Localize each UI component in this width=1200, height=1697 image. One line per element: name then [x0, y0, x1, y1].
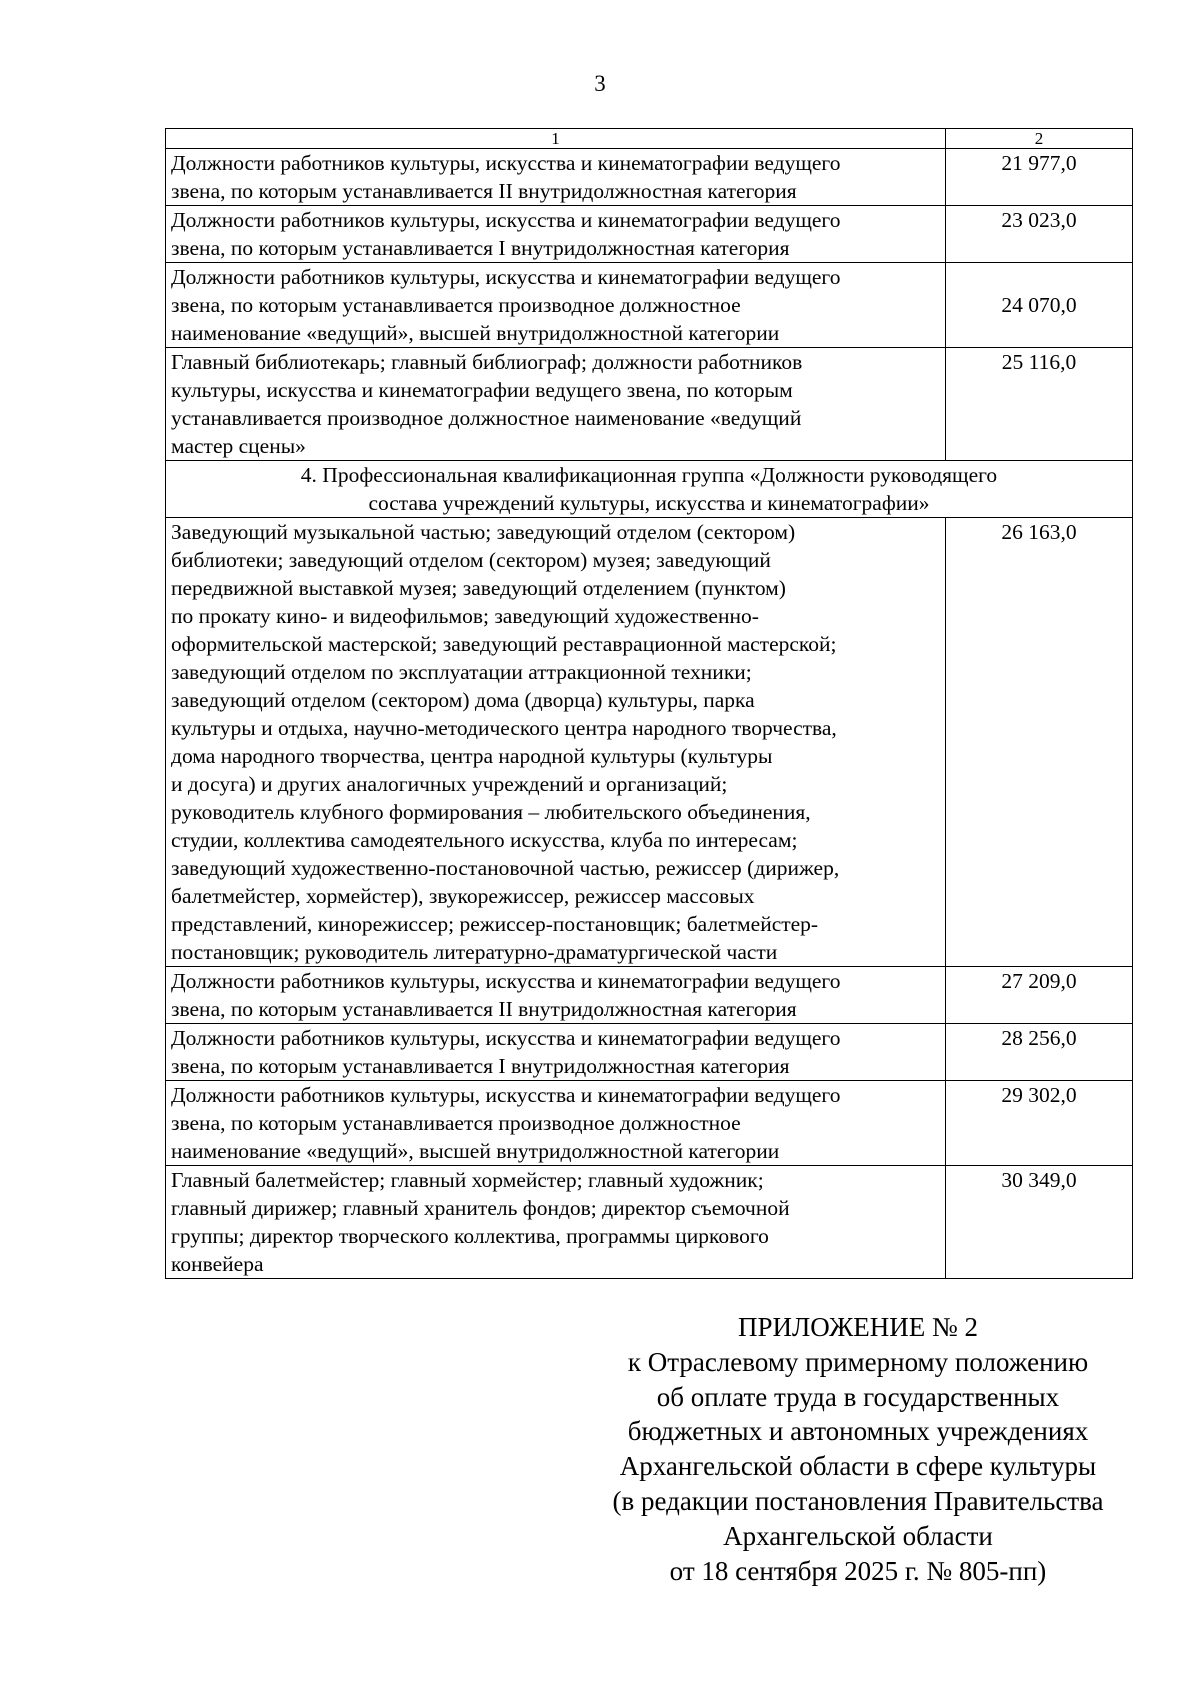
description-line: главный дирижер; главный хранитель фондов; директор съемочной — [171, 1196, 790, 1220]
heading-line: состава учреждений культуры, искусства и кинематографии» — [368, 491, 930, 515]
appendix-line: (в редакции постановления Правительства — [612, 1485, 1104, 1516]
description-line: оформительской мастерской; заведующий реставрационной мастерской; — [171, 632, 837, 656]
appendix-block — [578, 1310, 1138, 1588]
description-line: руководитель клубного формирования – любительского объединения, — [171, 800, 811, 824]
table-row — [166, 518, 1133, 967]
description-line: культуры, искусства и кинематографии ведущего звена, по которым — [171, 378, 793, 402]
description-line: заведующий художественно-постановочной частью, режиссер (дирижер, — [171, 856, 840, 880]
description-line: Главный библиотекарь; главный библиограф; должности работников — [171, 350, 803, 374]
salary-value: 21 977,0 — [946, 149, 1133, 206]
position-description — [166, 1024, 946, 1081]
description-line: студии, коллектива самодеятельного искусства, клуба по интересам; — [171, 828, 798, 852]
description-line: звена, по которым устанавливается производное должностное — [171, 293, 741, 317]
table-row — [166, 348, 1133, 461]
group-heading-row — [166, 461, 1133, 518]
position-description — [166, 263, 946, 348]
description-line: Должности работников культуры, искусства и кинематографии ведущего — [171, 151, 841, 175]
position-description — [166, 348, 946, 461]
qualification-group-heading — [166, 461, 1133, 518]
description-line: Должности работников культуры, искусства и кинематографии ведущего — [171, 1026, 841, 1050]
table-row — [166, 1081, 1133, 1166]
description-line: звена, по которым устанавливается производное должностное — [171, 1111, 741, 1135]
description-line: и досуга) и других аналогичных учреждений и организаций; — [171, 772, 728, 796]
salary-value: 25 116,0 — [946, 348, 1133, 461]
appendix-line: Архангельской области в сфере культуры — [619, 1451, 1097, 1482]
position-description — [166, 149, 946, 206]
description-line: звена, по которым устанавливается I внутридолжностная категория — [171, 1054, 790, 1078]
description-line: культуры и отдыха, научно-методического центра народного творчества, — [171, 716, 837, 740]
table-row — [166, 206, 1133, 263]
table-row — [166, 1166, 1133, 1279]
table-row — [166, 263, 1133, 348]
position-description — [166, 206, 946, 263]
appendix-title: ПРИЛОЖЕНИЕ № 2 — [737, 1312, 979, 1342]
description-line: наименование «ведущий», высшей внутридолжностной категории — [171, 1139, 780, 1163]
description-line: балетмейстер, хормейстер), звукорежиссер, режиссер массовых — [171, 884, 755, 908]
column-number-2: 2 — [946, 129, 1133, 149]
description-line: представлений, кинорежиссер; режиссер-постановщик; балетмейстер- — [171, 912, 819, 936]
appendix-line: от 18 сентября 2025 г. № 805-пп) — [669, 1555, 1047, 1586]
table-row — [166, 149, 1133, 206]
salary-value: 24 070,0 — [946, 263, 1133, 348]
position-description — [166, 518, 946, 967]
description-line: передвижной выставкой музея; заведующий отделением (пунктом) — [171, 576, 786, 600]
position-description — [166, 1166, 946, 1279]
description-line: Должности работников культуры, искусства и кинематографии ведущего — [171, 969, 841, 993]
description-line: звена, по которым устанавливается I внутридолжностная категория — [171, 236, 790, 260]
table-header-row — [166, 129, 1133, 149]
description-line: Заведующий музыкальной частью; заведующий отделом (сектором) — [171, 520, 796, 544]
column-number-1: 1 — [166, 129, 946, 149]
description-line: заведующий отделом (сектором) дома (дворца) культуры, парка — [171, 688, 755, 712]
description-line: группы; директор творческого коллектива, программы циркового — [171, 1224, 769, 1248]
position-description — [166, 1081, 946, 1166]
description-line: дома народного творчества, центра народной культуры (культуры — [171, 744, 773, 768]
description-line: постановщик; руководитель литературно-драматургической части — [171, 940, 778, 964]
description-line: Должности работников культуры, искусства и кинематографии ведущего — [171, 1083, 841, 1107]
salary-value: 26 163,0 — [946, 518, 1133, 967]
appendix-line: бюджетных и автономных учреждениях — [627, 1416, 1089, 1447]
description-line: по прокату кино- и видеофильмов; заведующий художественно- — [171, 604, 759, 628]
appendix-line: Архангельской области — [723, 1520, 993, 1551]
heading-line: 4. Профессиональная квалификационная группа «Должности руководящего — [300, 463, 998, 487]
description-line: мастер сцены» — [171, 434, 306, 458]
description-line: Главный балетмейстер; главный хормейстер; главный художник; — [171, 1168, 764, 1192]
description-line: звена, по которым устанавливается II внутридолжностная категория — [171, 179, 797, 203]
appendix-line: к Отраслевому примерному положению — [627, 1346, 1089, 1377]
description-line: устанавливается производное должностное наименование «ведущий — [171, 406, 802, 430]
position-description — [166, 967, 946, 1024]
description-line: библиотеки; заведующий отделом (сектором) музея; заведующий — [171, 548, 771, 572]
salary-value: 30 349,0 — [946, 1166, 1133, 1279]
description-line: наименование «ведущий», высшей внутридолжностной категории — [171, 321, 780, 345]
salary-value: 28 256,0 — [946, 1024, 1133, 1081]
salary-value: 29 302,0 — [946, 1081, 1133, 1166]
description-line: звена, по которым устанавливается II внутридолжностная категория — [171, 997, 797, 1021]
salary-value: 27 209,0 — [946, 967, 1133, 1024]
appendix-line: об оплате труда в государственных — [656, 1381, 1060, 1412]
description-line: Должности работников культуры, искусства и кинематографии ведущего — [171, 265, 841, 289]
description-line: конвейера — [171, 1252, 264, 1276]
salary-table — [165, 128, 1133, 1279]
table-row — [166, 1024, 1133, 1081]
page-number: 3 — [594, 71, 606, 96]
salary-value: 23 023,0 — [946, 206, 1133, 263]
description-line: Должности работников культуры, искусства и кинематографии ведущего — [171, 208, 841, 232]
table-row — [166, 967, 1133, 1024]
description-line: заведующий отделом по эксплуатации аттракционной техники; — [171, 660, 752, 684]
